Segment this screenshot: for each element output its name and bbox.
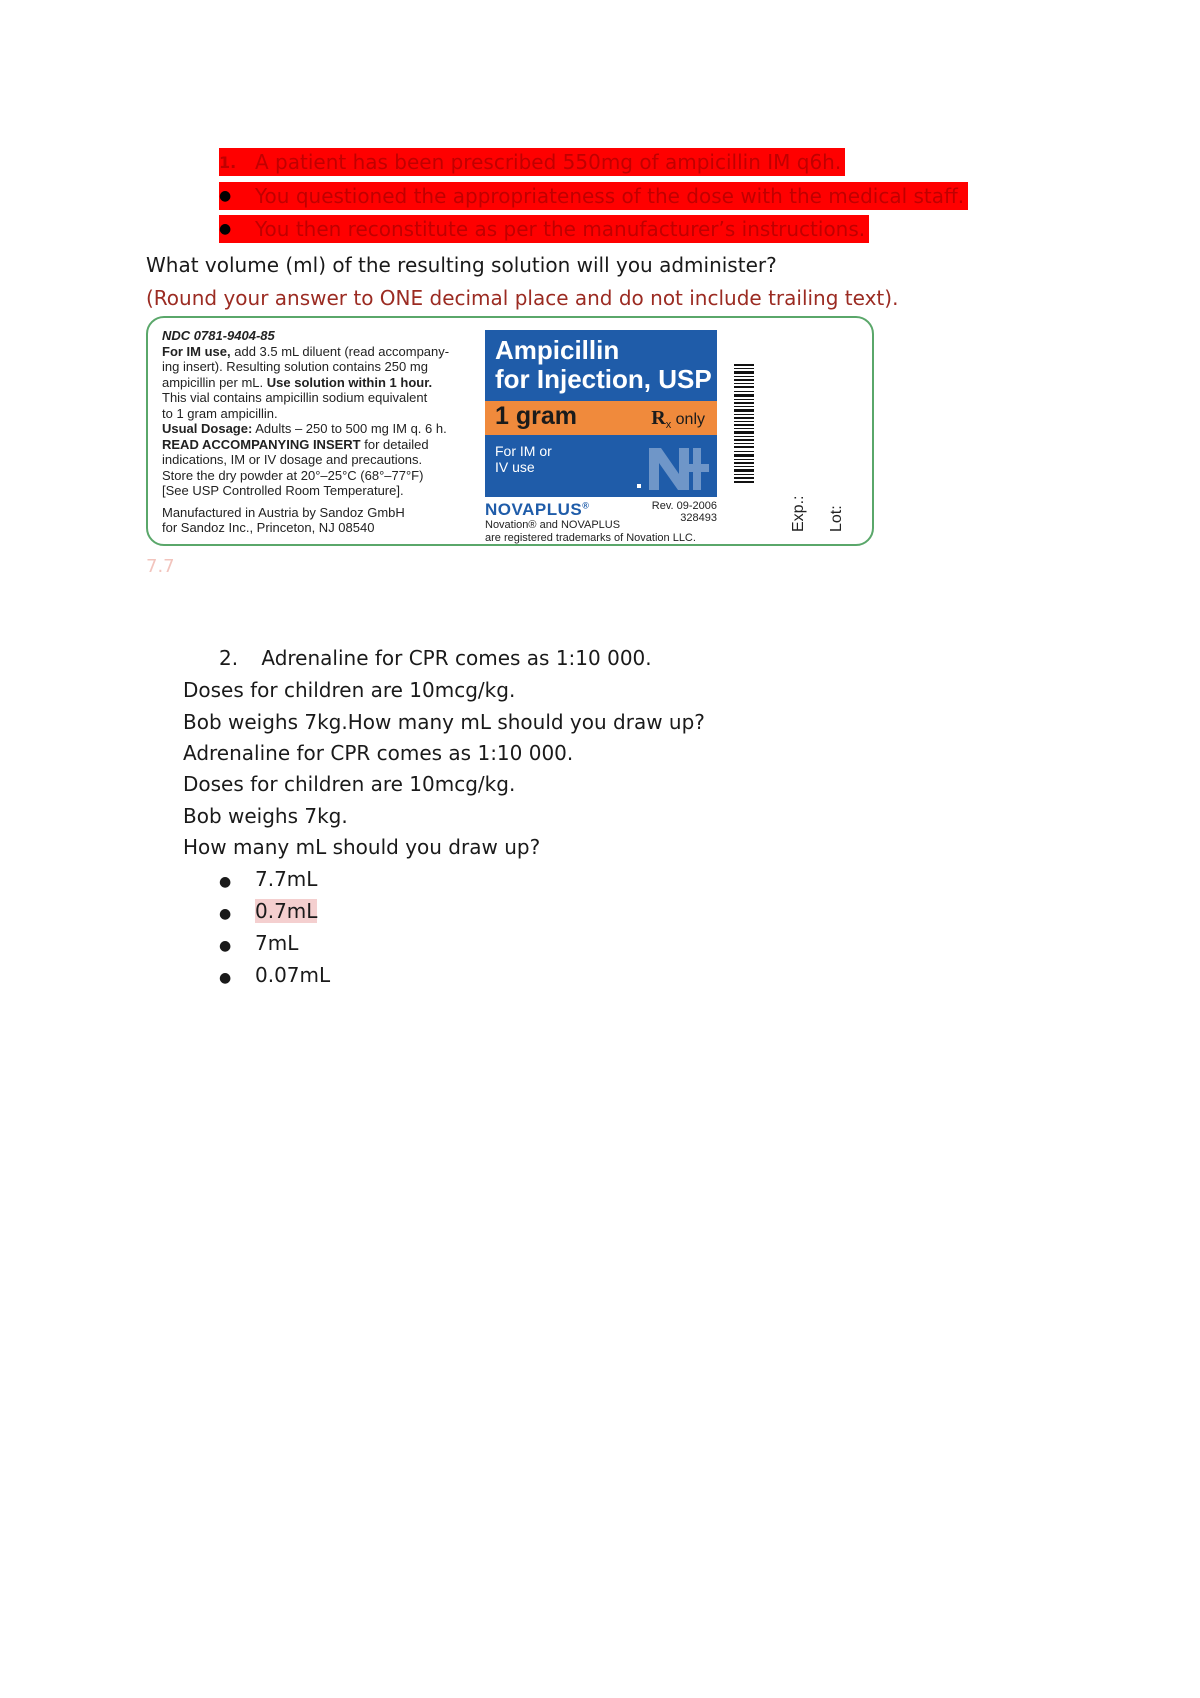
q2-line: Bob weighs 7kg. [183, 804, 348, 828]
label-line: Usual Dosage: Adults – 250 to 500 mg IM q. 6 h. [162, 421, 447, 436]
label-line: ing insert). Resulting solution contains 250 mg [162, 359, 428, 374]
q2-line: Doses for children are 10mcg/kg. [183, 678, 516, 702]
label-product-name: Ampicillin for Injection, USP [495, 335, 712, 394]
bullet-icon: ● [219, 874, 232, 890]
novaplus-logo: NOVAPLUS® [485, 500, 590, 519]
label-line: READ ACCOMPANYING INSERT for detailed [162, 436, 429, 452]
label-line: For IM use, add 3.5 mL diluent (read accompany- [162, 343, 450, 359]
bullet-icon: ● [219, 938, 232, 954]
rx-only-icon: $R_x$ only [651, 407, 705, 432]
q1-number: 1. [219, 152, 237, 172]
label-line: [See USP Controlled Room Temperature]. [162, 483, 404, 498]
bullet-icon: ● [219, 970, 232, 986]
label-line: This vial contains ampicillin sodium equivalent [162, 390, 428, 405]
option-item[interactable] [219, 866, 317, 895]
label-use-within: Use solution within 1 hour. [266, 374, 433, 390]
option-label: 7mL [255, 931, 299, 955]
label-strength-band [485, 401, 717, 435]
bullet-icon: ● [219, 221, 232, 237]
label-revision: Rev. 09-2006 328493 [651, 500, 717, 524]
label-line: Store the dry powder at 20°–25°C (68°–77°F) [162, 467, 424, 483]
bullet-icon: ● [219, 188, 232, 204]
bullet-icon: ● [219, 906, 232, 922]
label-line: indications, IM or IV dosage and precautions. [162, 452, 423, 467]
label-lot: Lot: [828, 505, 845, 532]
label-line: ampicillin per mL. Use solution within 1 hour. [162, 374, 433, 390]
label-exp: Exp.: [790, 495, 807, 532]
q1-question: What volume (ml) of the resulting solution will you administer? [146, 253, 777, 277]
label-trademark: Novation® and NOVAPLUS are registered trademarks of Novation LLC. [485, 519, 696, 544]
q1-bullet: You then reconstitute as per the manufacturer’s instructions. [255, 217, 866, 241]
option-item[interactable] [219, 962, 330, 991]
q1-answer: 7.7 [146, 556, 175, 577]
novation-logo-icon [635, 440, 715, 494]
q2-number: 2. [219, 646, 239, 670]
q1-prompt: A patient has been prescribed 550mg of ampicillin IM q6h. [255, 150, 842, 174]
q2-line: Adrenaline for CPR comes as 1:10 000. [261, 646, 652, 670]
q2-first-line [219, 645, 652, 671]
q1-bullet-row [219, 215, 869, 243]
option-item[interactable] [219, 930, 298, 959]
option-label: 7.7mL [255, 867, 318, 891]
barcode-icon [734, 364, 754, 484]
q1-prompt-row [219, 148, 845, 176]
label-manufacturer: Manufactured in Austria by Sandoz GmbH for Sandoz Inc., Princeton, NJ 08540 [162, 504, 405, 535]
label-line: to 1 gram ampicillin. [162, 405, 278, 421]
q2-line: How many mL should you draw up? [183, 835, 541, 859]
q1-instruction: (Round your answer to ONE decimal place and do not include trailing text). [146, 286, 899, 310]
option-label: 0.7mL [255, 899, 318, 923]
label-product-panel [485, 330, 717, 497]
q2-line: Bob weighs 7kg.How many mL should you draw up? [183, 710, 705, 734]
q1-bullet-row [219, 182, 968, 210]
label-ndc: NDC 0781-9404-85 [162, 328, 275, 343]
option-item-highlighted[interactable] [219, 898, 317, 927]
label-route: For IM or IV use [495, 443, 552, 475]
q2-line: Adrenaline for CPR comes as 1:10 000. [183, 741, 574, 765]
option-label: 0.07mL [255, 963, 331, 987]
drug-label-image [146, 316, 874, 546]
q1-bullet: You questioned the appropriateness of the dose with the medical staff. [255, 184, 965, 208]
label-info-text [162, 328, 492, 536]
label-strength: 1 gram [495, 402, 577, 430]
q2-line: Doses for children are 10mcg/kg. [183, 772, 516, 796]
